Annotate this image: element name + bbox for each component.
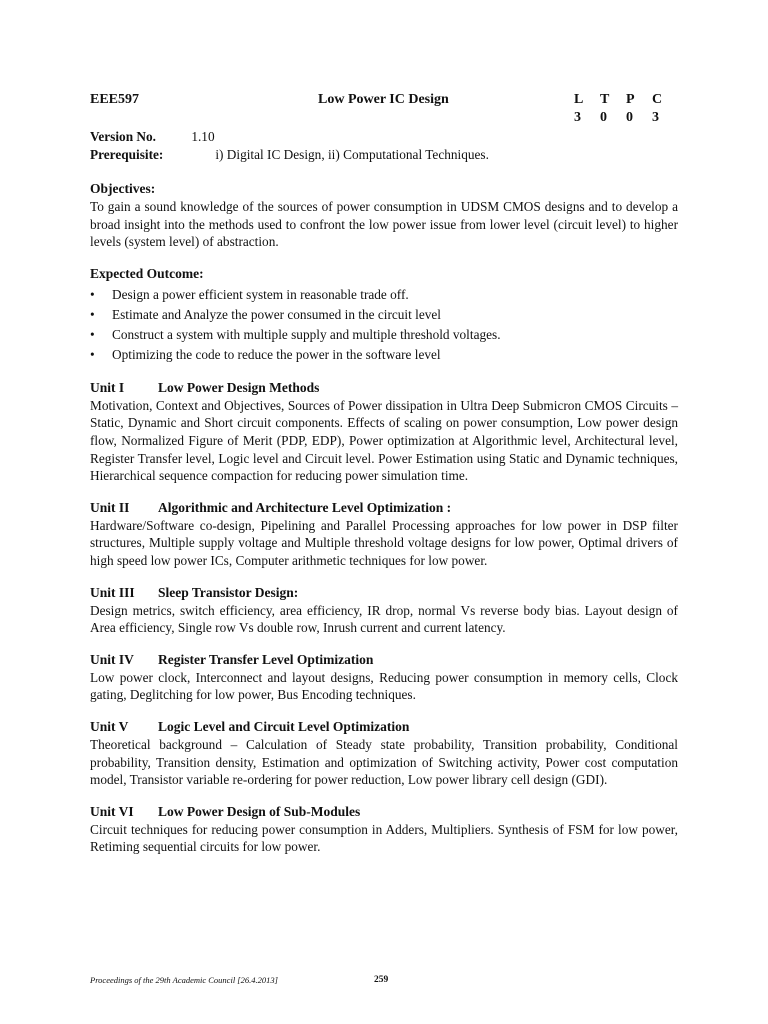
ltpc-value-l: 3	[574, 110, 581, 125]
unit-description: Motivation, Context and Objectives, Sources of Power dissipation in Ultra Deep Submicron CMOS Circuits – Static, Dynamic and Short circuit components. Effects of scaling on power consumption, Low power design flow, Normalized Figure of Merit (PDP, EDP), Power optimization at Algorithmic level, Architectural level, Register Transfer level, Logic level and Circuit level. Power Estimation using Static and Dynamic techniques, Hierarchical sequence compaction for reducing power simulation time.	[90, 397, 678, 484]
unit-4-section	[90, 651, 678, 704]
unit-5-section	[90, 718, 678, 789]
course-title: Low Power IC Design	[318, 92, 449, 107]
footer-proceedings: Proceedings of the 29th Academic Council [26.4.2013]	[90, 975, 278, 985]
version-row	[90, 128, 678, 146]
unit-number: Unit II	[90, 499, 130, 515]
unit-number: Unit I	[90, 379, 125, 395]
ltpc-value-t: 0	[600, 110, 607, 125]
unit-number: Unit III	[90, 584, 135, 600]
unit-heading	[90, 651, 678, 669]
unit-description: Low power clock, Interconnect and layout designs, Reducing power consumption in memory cells, Clock gating, Deglitching for low power, Bus Encoding techniques.	[90, 669, 678, 703]
unit-title: Low Power Design of Sub-Modules	[158, 803, 361, 819]
version-value: 1.10	[191, 129, 215, 144]
unit-2-section	[90, 499, 678, 570]
objectives-section	[90, 180, 678, 251]
ltpc-label-c: C	[652, 92, 663, 107]
outcome-item: • Construct a system with multiple supply and multiple threshold voltages.	[112, 325, 678, 345]
course-meta	[90, 128, 678, 164]
unit-title: Algorithmic and Architecture Level Optimization :	[158, 499, 452, 515]
syllabus-content	[90, 180, 678, 870]
unit-heading	[90, 584, 678, 602]
unit-6-section	[90, 803, 678, 856]
version-label: Version No.	[90, 129, 156, 144]
unit-1-section	[90, 379, 678, 485]
unit-title: Low Power Design Methods	[158, 379, 320, 395]
objectives-heading: Objectives:	[90, 181, 156, 196]
unit-description: Theoretical background – Calculation of Steady state probability, Transition probability, Conditional probability, Transition density, Estimation and optimization of Switching activity, Power cost computation model, Transistor variable re-ordering for power reduction, Low power library cell design (GDI).	[90, 736, 678, 788]
ltpc-value-p: 0	[626, 110, 633, 125]
course-code: EEE597	[90, 92, 140, 107]
outcome-item: • Estimate and Analyze the power consumed in the circuit level	[112, 305, 678, 325]
unit-number: Unit IV	[90, 651, 134, 667]
page-number: 259	[374, 975, 389, 985]
ltpc-label-l: L	[574, 92, 584, 107]
objectives-text: To gain a sound knowledge of the sources of power consumption in UDSM CMOS designs and to develop a broad insight into the methods used to confront the low power issue from lower level (circuit level) to higher levels (system level) of abstraction.	[90, 199, 678, 250]
course-header	[90, 92, 678, 128]
prerequisite-row	[90, 146, 678, 164]
prerequisite-value: i) Digital IC Design, ii) Computational Techniques.	[215, 147, 489, 162]
unit-title: Logic Level and Circuit Level Optimization	[158, 718, 410, 734]
unit-title: Register Transfer Level Optimization	[158, 651, 374, 667]
unit-heading	[90, 379, 678, 397]
ltpc-label-t: T	[600, 92, 610, 107]
ltpc-label-p: P	[626, 92, 635, 107]
unit-description: Hardware/Software co-design, Pipelining and Parallel Processing approaches for low power in DSP filter structures, Multiple supply voltage and Multiple threshold voltage designs for low power, Optimal drivers of high speed low power ICs, Computer arithmetic techniques for low power.	[90, 517, 678, 568]
unit-description: Circuit techniques for reducing power consumption in Adders, Multipliers. Synthesis of FSM for low power, Retiming sequential circuits for low power.	[90, 821, 678, 855]
expected-outcome-heading: Expected Outcome:	[90, 265, 204, 281]
expected-outcome-list	[90, 285, 678, 365]
unit-number: Unit V	[90, 718, 129, 734]
unit-heading	[90, 718, 678, 736]
unit-heading	[90, 499, 678, 517]
unit-number: Unit VI	[90, 803, 134, 819]
outcome-item: • Design a power efficient system in reasonable trade off.	[112, 285, 678, 305]
ltpc-value-c: 3	[652, 110, 659, 125]
unit-3-section	[90, 584, 678, 637]
outcome-item: • Optimizing the code to reduce the power in the software level	[112, 345, 678, 365]
expected-outcome-section	[90, 265, 678, 365]
unit-title: Sleep Transistor Design:	[158, 584, 299, 600]
unit-heading	[90, 803, 678, 821]
page-footer	[90, 975, 678, 991]
unit-description: Design metrics, switch efficiency, area efficiency, IR drop, normal Vs reverse body bias. Layout design of Area efficiency, Single row Vs double row, Inrush current and current latency.	[90, 602, 678, 636]
prerequisite-label: Prerequisite:	[90, 147, 164, 162]
ltpc-table	[574, 92, 678, 126]
